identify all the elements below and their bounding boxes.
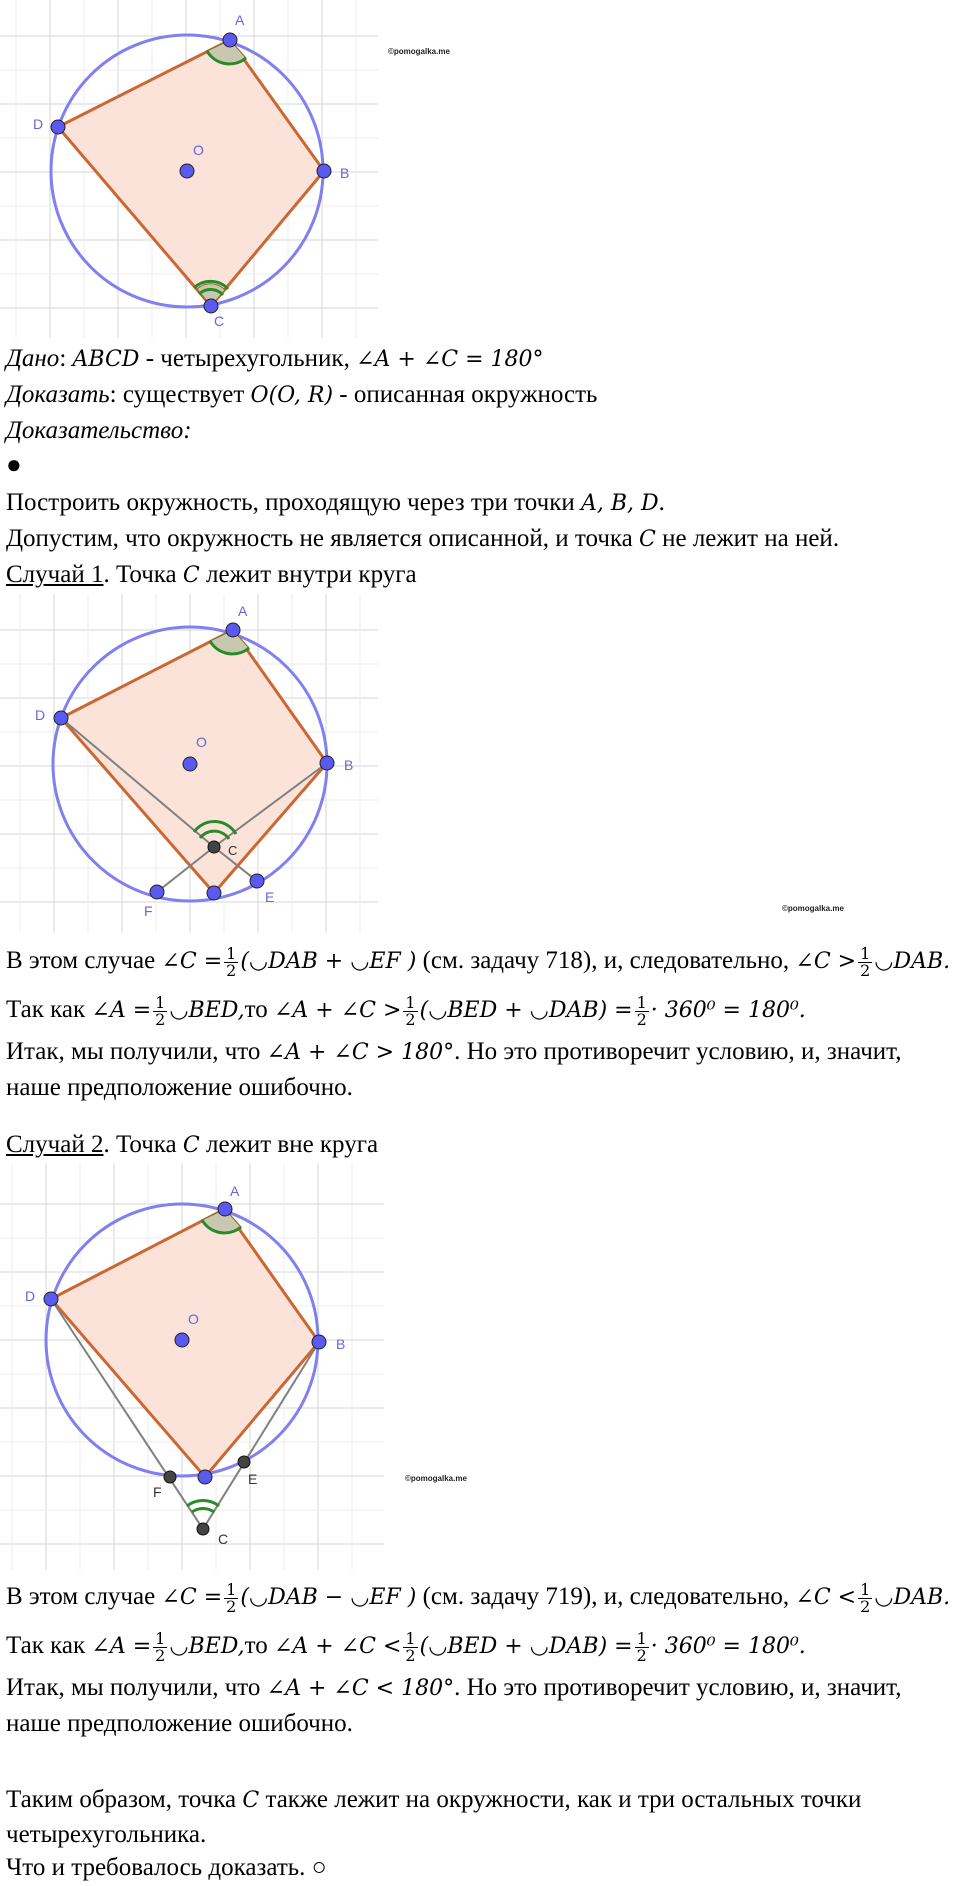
label-o-2: O [196,734,207,750]
given-math: ABCD [72,347,140,372]
label-f-2: F [144,903,153,919]
case-2-line-2: Так как ∠A = $\frac{1}{2}$ ◡BED,то ∠A + ∠C < $\frac{1}{2}$ (◡BED + ◡DAB) = $\frac{1}{2}$ · 360⁰ = 180⁰. [6,1629,806,1665]
figure-3-svg [0,1164,390,1574]
label-o-3: O [188,1311,199,1327]
label-c-3: C [218,1531,229,1547]
prove-math: O(O, R) [250,383,334,408]
point-o [180,164,194,178]
figure-3 [0,1164,390,1574]
case-2-line-1: В этом случае ∠C = $\frac{1}{2}$ (◡DAB − ◡EF ) (см. задачу 719), и, следовательно, ∠C < $\frac{1}{2}$ ◡DAB. [6,1580,951,1616]
label-a-2: A [238,603,248,619]
conclusion-line-3: Что и требовалось доказать. ○ [6,1854,327,1881]
case-2-heading: Случай 2. Точка C лежит вне круга [6,1131,379,1158]
point-b-2 [320,756,334,770]
point-d-3 [44,1292,58,1306]
label-b-3: B [336,1336,346,1352]
conclusion-line-2: четырехугольника. [6,1821,207,1848]
case-1-label: Случай 1 [6,561,104,588]
case-2-line-3: Итак, мы получили, что ∠A + ∠C < 180°. Но это противоречит условию, и, значит, [6,1674,902,1701]
label-e-2: E [265,889,275,905]
watermark: ©pomogalka.me [388,47,450,56]
point-o-2 [183,757,197,771]
prove-label: Доказать [6,381,110,408]
watermark-2: ©pomogalka.me [782,904,844,913]
case-1-line-2: Так как ∠A = $\frac{1}{2}$ ◡BED,то ∠A + ∠C > $\frac{1}{2}$ (◡BED + ◡DAB) = $\frac{1}{2}$ · 360⁰ = 180⁰. [6,993,806,1029]
proof-label: Доказательство: [6,417,192,444]
point-bottom-2 [207,886,221,900]
figure-1 [0,0,380,340]
label-d-2: D [35,707,46,723]
point-c [204,299,218,313]
point-a [223,33,237,47]
point-o-3 [175,1333,189,1347]
point-b [317,164,331,178]
point-b-3 [312,1335,326,1349]
label-d: D [33,116,44,132]
point-f-2 [150,885,164,899]
case-2-label: Случай 2 [6,1131,104,1158]
case-1-heading: Случай 1. Точка C лежит внутри круга [6,561,417,588]
point-d-2 [54,711,68,725]
given-line: Дано: ABCD - четырехугольник, ∠A + ∠C = 180° [6,345,544,372]
label-c: C [214,313,225,329]
point-d [51,120,65,134]
case-1-line-1: В этом случае ∠C = $\frac{1}{2}$ (◡DAB + ◡EF ) (см. задачу 718), и, следовательно, ∠C > $\frac{1}{2}$ ◡DAB. [6,944,951,980]
label-o: O [193,142,204,158]
angle-c-arc-outer-3 [187,1500,219,1506]
label-f-3: F [153,1484,162,1500]
label-d-3: D [25,1288,36,1304]
case-1-line-3: Итак, мы получили, что ∠A + ∠C > 180°. Но это противоречит условию, и, значит, [6,1038,902,1065]
figure-2-svg [0,594,380,934]
watermark-3: ©pomogalka.me [405,1474,467,1483]
point-e-3 [238,1456,250,1468]
point-c-3 [197,1523,209,1535]
figure-2 [0,594,380,934]
point-e-2 [250,874,264,888]
point-bottom-3 [198,1470,212,1484]
figure-1-svg [0,0,380,340]
bullet: ● [6,450,22,479]
case-2-line-4: наше предположение ошибочно. [6,1710,353,1737]
case-1-line-4: наше предположение ошибочно. [6,1074,353,1101]
label-c-2: C [228,843,238,858]
point-a-2 [226,623,240,637]
point-f-3 [164,1471,176,1483]
conclusion-line-1: Таким образом, точка C также лежит на окружности, как и три остальных точки [6,1786,862,1813]
step-1: Построить окружность, проходящую через три точки A, B, D. [6,489,665,516]
given-label: Дано [6,345,60,372]
prove-line: Доказать: существует O(O, R) - описанная окружность [6,381,598,408]
given-condition: ∠A + ∠C = 180° [356,347,544,372]
label-a: A [235,12,245,28]
step-2: Допустим, что окружность не является описанной, и точка C не лежит на ней. [6,525,840,552]
label-e-3: E [248,1471,258,1487]
label-b: B [340,165,350,181]
point-a-3 [218,1202,232,1216]
point-c-2 [208,841,220,853]
label-a-3: A [230,1183,240,1199]
label-b-2: B [344,757,354,773]
